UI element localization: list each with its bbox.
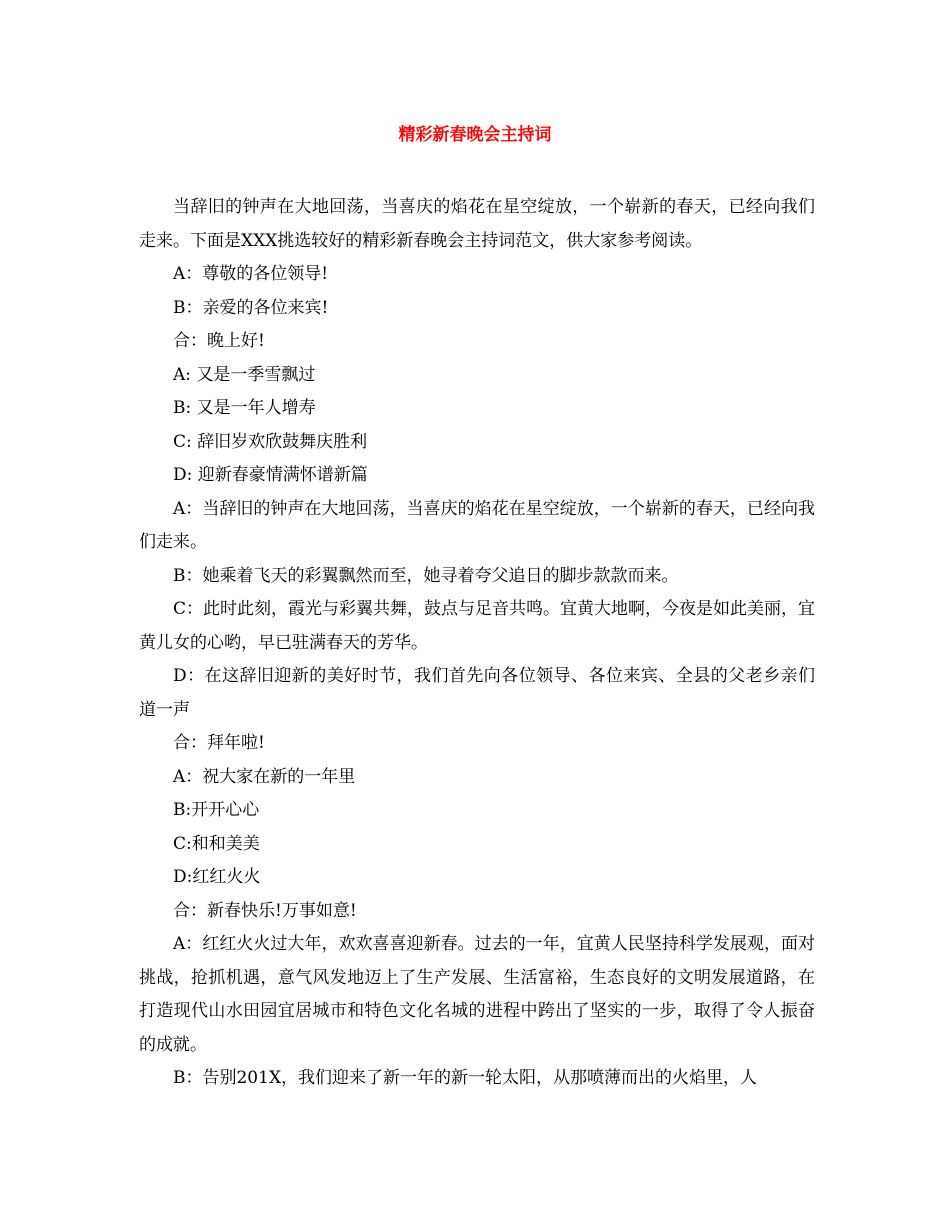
paragraph: 合：晚上好! — [173, 331, 265, 351]
paragraph: B:开开心心 — [173, 800, 260, 820]
paragraph: B：亲爱的各位来宾! — [173, 297, 329, 318]
paragraph: A：祝大家在新的一年里 — [173, 766, 356, 787]
paragraph: D：在这辞旧迎新的美好时节，我们首先向各位领导、各位来宾、全县的父老乡亲们道一声 — [139, 666, 815, 720]
paragraph: 合：拜年啦! — [173, 733, 265, 753]
document-title: 精彩新春晚会主持词 — [398, 125, 552, 145]
paragraph: C:和和美美 — [173, 833, 260, 854]
paragraph: B：告别201X，我们迎来了新一年的新一轮太阳，从那喷薄而出的火焰里，人 — [173, 1068, 758, 1088]
document-body — [139, 191, 815, 1096]
paragraph: A：当辞旧的钟声在大地回荡，当喜庆的焰花在星空绽放，一个崭新的春天，已经向我们走来。 — [139, 498, 815, 552]
paragraph: D: 迎新春豪情满怀谱新篇 — [173, 465, 368, 485]
paragraph: B：她乘着飞天的彩翼飘然而至，她寻着夸父追日的脚步款款而来。 — [173, 565, 679, 586]
paragraph: C: 辞旧岁欢欣鼓舞庆胜利 — [173, 431, 368, 452]
paragraph: C：此时此刻，霞光与彩翼共舞，鼓点与足音共鸣。宜黄大地啊，今夜是如此美丽，宜黄儿女的心哟，早已驻满春天的芳华。 — [139, 599, 816, 653]
paragraph: D:红红火火 — [173, 867, 261, 887]
paragraph: 当辞旧的钟声在大地回荡，当喜庆的焰花在星空绽放，一个崭新的春天，已经向我们走来。下面是XXX挑选较好的精彩新春晚会主持词范文，供大家参考阅读。 — [139, 197, 815, 251]
paragraph: A：尊敬的各位领导! — [173, 264, 329, 284]
paragraph: 合：新春快乐!万事如意! — [173, 900, 357, 921]
paragraph: A：红红火火过大年，欢欢喜喜迎新春。过去的一年，宜黄人民坚持科学发展观，面对挑战，抢抓机遇，意气风发地迈上了生产发展、生活富裕，生态良好的文明发展道路，在打造现代山水田园宜居城市和特色文化名城的进程中跨出了坚实的一步，取得了令人振奋的成就。 — [139, 934, 815, 1055]
paragraph: B: 又是一年人增寿 — [173, 398, 316, 418]
paragraph: A: 又是一季雪飘过 — [173, 364, 316, 385]
